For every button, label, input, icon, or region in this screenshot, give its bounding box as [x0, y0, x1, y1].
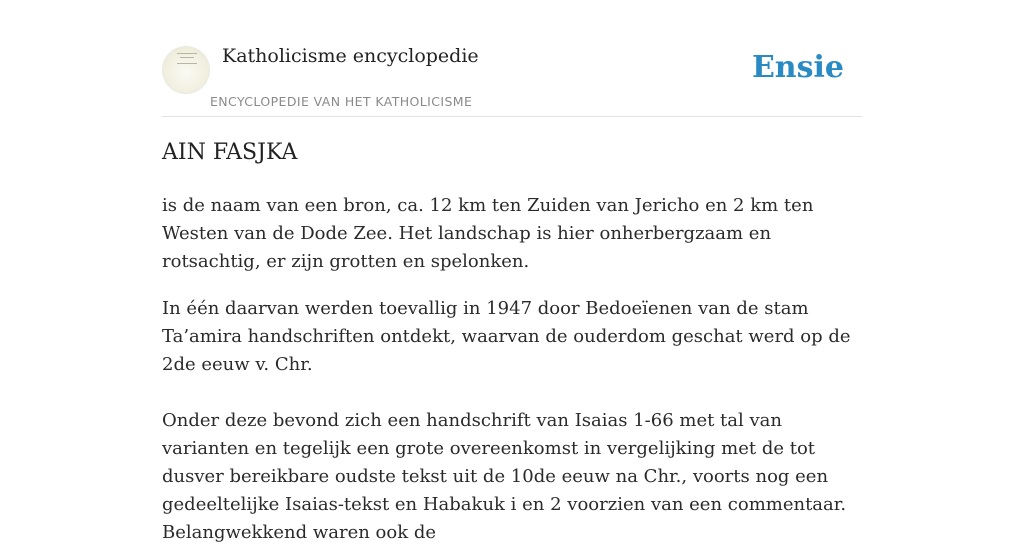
site-subtitle: ENCYCLOPEDIE VAN HET KATHOLICISME [210, 94, 473, 109]
article-title: AIN FASJKA [162, 140, 298, 165]
cover-line [180, 57, 194, 58]
site-title[interactable]: Katholicisme encyclopedie [222, 45, 479, 67]
cover-line [177, 53, 197, 54]
page [162, 0, 862, 543]
book-cover-icon[interactable] [162, 46, 210, 94]
article-paragraph: Onder deze bevond zich een handschrift van Isaias 1-66 met tal van varianten en tegelijk een grote overeenkomst in vergelijking met de tot dusver bereikbare oudste tekst uit de 10de eeuw na Chr., voorts nog een gedeeltelijke Isaias-tekst en Habakuk i en 2 voorzien van een commentaar. Belangwekkend waren ook de [162, 410, 847, 543]
ensie-logo-link[interactable]: Ensie [751, 50, 844, 85]
article-paragraph: In één daarvan werden toevallig in 1947 door Bedoeïenen van de stam Ta’amira handschriften ontdekt, waarvan de ouderdom geschat werd op de 2de eeuw v. Chr. [162, 298, 851, 375]
site-header [162, 0, 862, 117]
article-paragraph: is de naam van een bron, ca. 12 km ten Zuiden van Jericho en 2 km ten Westen van de Dode Zee. Het landschap is hier onherbergzaam en rotsachtig, er zijn grotten en spelonken. [162, 195, 814, 272]
cover-line [177, 63, 197, 64]
